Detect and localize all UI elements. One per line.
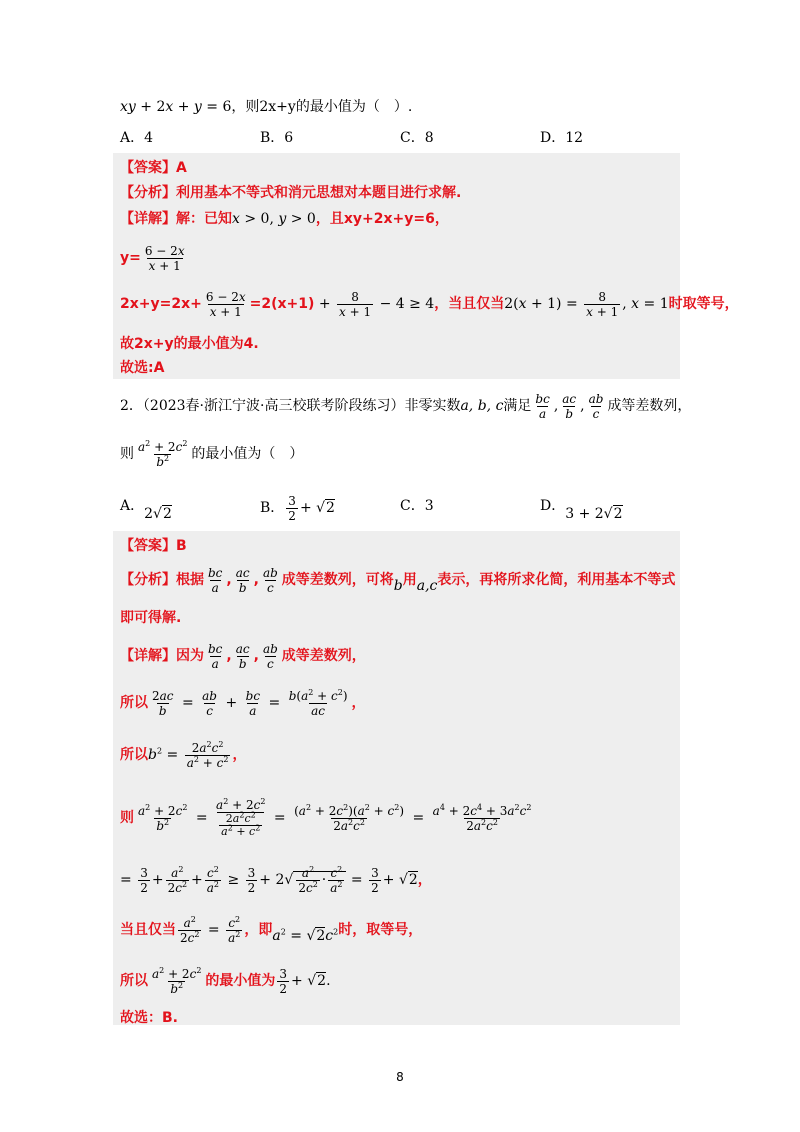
problem2-option-d: D．3 + 2√2 [540, 498, 623, 522]
detail-suffix: 成等差数列， [281, 648, 366, 664]
problem1-detail: 【详解】解：已知x > 0, y > 0，且xy+2x+y=6， [120, 211, 449, 227]
equality-prefix: 当且仅当 [120, 922, 176, 938]
line4-mid: =2(x+1) [249, 296, 315, 312]
problem1-option-b: B．6 [260, 130, 294, 146]
option-a-label: A． [120, 498, 145, 514]
problem2-ask-prefix: 则 [120, 446, 134, 462]
problem1-choose: 故选:A [120, 360, 165, 376]
problem2-inequality: = $\frac{3}{2}$ + $\frac{a^2}{2c^2}$ + $\frac{c^2}{a^2}$ ≥ $\frac{3}{2}$ + 2√ $\frac{a^2}{2c^2}$ · $\frac{c^2}{a^2}$ = $\frac{3}{2}$ + √2， [120, 864, 432, 895]
y-eq-label: y= [120, 250, 141, 266]
problem1-sum-expression: 2x+y=2x+ $\frac{6 - 2x}{x + 1}$ =2(x+1) + $\frac{8}{x + 1}$ − 4 ≥ 4，当且仅当2(x + 1) = $\frac{8}{x + 1}$ , x = 1时取等号， [120, 289, 739, 319]
problem2-equality: 当且仅当 $\frac{a^2}{2c^2}$ = $\frac{c^2}{a^2}$ ，即$a^2 = √2c^2$时，取等号， [120, 914, 423, 945]
problem2-choose: 故选：B. [120, 1010, 178, 1026]
result-prefix: 所以 [120, 973, 148, 989]
problem2-source: （2023春·浙江宁波·高三校联考阶段练习）非零实数 [142, 398, 461, 414]
problem2-solution-panel [113, 531, 680, 1025]
so1-label: 所以 [120, 695, 148, 711]
problem2-result: 所以 $\frac{a^2 + 2c^2}{b^2}$ 的最小值为 $\frac{3}{2}$ + √2. [120, 965, 331, 996]
problem1-answer: 【答案】A [120, 160, 187, 176]
problem1-stem: xy + 2x + y = 6，则2x+y的最小值为（ ）. [120, 99, 413, 115]
result-mid: 的最小值为 [205, 973, 276, 989]
line4-end: 时取等号， [668, 296, 739, 312]
problem1-analysis: 【分析】利用基本不等式和消元思想对本题目进行求解. [120, 185, 462, 201]
problem2-so1: 所以 $\frac{2ac}{b}$ = $\frac{ab}{c}$ + $\frac{bc}{a}$ = $\frac{b(a^2 + c^2)}{ac}$ ， [120, 687, 366, 718]
problem1-detail-label: 【详解】解：已知 [120, 211, 232, 227]
problem2-analysis: 【分析】根据 $\frac{bc}{a}$ , $\frac{ac}{b}$ , $\frac{ab}{c}$ 成等差数列，可将b用a,c表示，再将所求化简，利用基本不等式 [120, 565, 676, 595]
problem2-detail: 【详解】因为 $\frac{bc}{a}$ , $\frac{ac}{b}$ , $\frac{ab}{c}$ 成等差数列， [120, 641, 366, 671]
problem2-stem-end: 成等差数列， [607, 398, 692, 414]
problem2-number: 2． [120, 398, 143, 414]
option-d-label: D． [540, 498, 566, 514]
problem2-option-a: A．2√2 [120, 498, 172, 522]
then-label: 则 [120, 810, 134, 826]
analysis-mid3: 表示，再将所求化简，利用基本不等式 [437, 572, 676, 588]
option-b-label: B． [260, 500, 285, 516]
line4-prefix: 2x+y=2x+ [120, 296, 202, 312]
detail-prefix: 【详解】因为 [120, 648, 204, 664]
problem2-answer: 【答案】B [120, 538, 187, 554]
analysis-mid2: 用 [402, 572, 417, 588]
analysis-mid1: 成等差数列，可将 [281, 572, 394, 588]
problem1-detail-cond: ，且xy+2x+y=6， [315, 211, 449, 227]
problem2-then: 则 $\frac{a^2 + 2c^2}{b^2}$ = $\frac{a^2 + 2c^2}{\frac{2a^2c^2}{a^2 + c^2}}$ = $\frac{(a^2 + 2c^2)(a^2 + c^2)}{2a^2c^2}$ = $\frac{a^4 + 2c^4 + 3a^2c^2}{2a^2c^2}$ [120, 797, 532, 838]
problem2-ask: 则 $\frac{a^2 + 2c^2}{b^2}$ 的最小值为（ ） [120, 438, 304, 469]
problem2-ask-suffix: 的最小值为（ ） [191, 446, 304, 462]
page-number: 8 [396, 1070, 404, 1084]
problem1-option-d: D．12 [540, 130, 584, 146]
problem2-stem-mid: 满足 [503, 398, 532, 414]
problem1-option-c: C．8 [400, 130, 434, 146]
problem2-option-c: C．3 [400, 498, 434, 514]
problem1-y-expression: y= $\frac{6 - 2x}{x + 1}$ [120, 243, 185, 273]
equality-mid: ，即 [244, 922, 273, 938]
problem2-analysis-line2: 即可得解. [120, 610, 182, 626]
so2-label: 所以 [120, 747, 148, 763]
problem2-stem: 2．（2023春·浙江宁波·高三校联考阶段练习）非零实数a, b, c满足 $\frac{bc}{a}$ , $\frac{ac}{b}$ , $\frac{ab}{c}$ 成等差数列， [120, 391, 692, 421]
problem2-so2: 所以$b^2$ = $\frac{2a^2c^2}{a^2 + c^2}$ ， [120, 739, 247, 770]
equality-suffix: 时，取等号， [338, 922, 423, 938]
line4-equal: ，当且仅当 [434, 296, 505, 312]
problem1-conclusion: 故2x+y的最小值为4. [120, 336, 259, 352]
problem2-option-b: B． $\frac{3}{2}$ + √2 [260, 493, 335, 523]
analysis-prefix: 【分析】根据 [120, 572, 204, 588]
problem1-option-a: A．4 [120, 130, 154, 146]
problem1-stem-text: ，则2x+y的最小值为（ ）. [231, 99, 413, 115]
